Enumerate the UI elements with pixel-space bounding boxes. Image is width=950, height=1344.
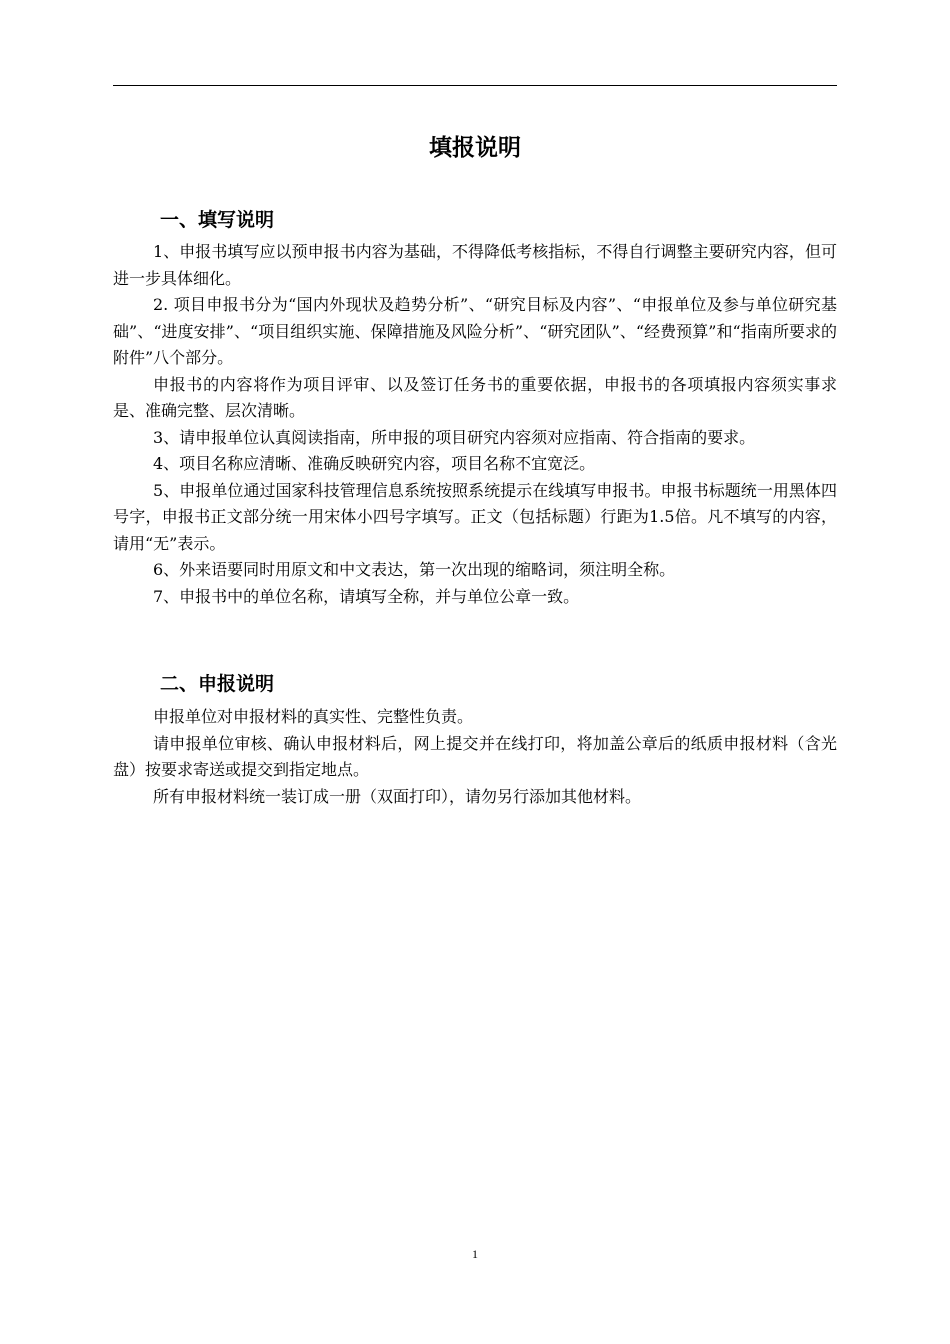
paragraph: 6、外来语要同时用原文和中文表达，第一次出现的缩略词，须注明全称。: [153, 560, 676, 579]
paragraph: 所有申报材料统一装订成一册（双面打印），请勿另行添加其他材料。: [153, 786, 642, 806]
page-number: 1: [472, 1247, 478, 1261]
paragraph: 申报单位对申报材料的真实性、完整性负责。: [153, 707, 474, 726]
paragraph: 请申报单位审核、确认申报材料后，网上提交并在线打印，将加盖公章后的纸质申报材料（含光盘）按要求寄送或提交到指定地点。: [113, 733, 837, 779]
paragraph: 7、申报书中的单位名称，请填写全称，并与单位公章一致。: [153, 586, 580, 606]
header-rule: [113, 85, 837, 86]
section-heading-fill-instructions: 一、填写说明: [160, 209, 275, 231]
paragraph: 2. 项目申报书分为“国内外现状及趋势分析”、“研究目标及内容”、“申报单位及参与单位研究基础”、“进度安排”、“项目组织实施、保障措施及风险分析”、“研究团队”、“经费预算”和“指南所要求的附件”八个部分。: [113, 295, 837, 367]
section-heading-submission-instructions: 二、申报说明: [160, 673, 275, 695]
paragraph: 5、申报单位通过国家科技管理信息系统按照系统提示在线填写申报书。申报书标题统一用黑体四号字，申报书正文部分统一用宋体小四号字填写。正文（包括标题）行距为1.5倍。凡不填写的内容，请用“无”表示。: [113, 480, 837, 553]
page-title: 填报说明: [429, 135, 521, 161]
section-body-submission-instructions: [113, 704, 837, 810]
paragraph: 1、申报书填写应以预申报书内容为基础，不得降低考核指标，不得自行调整主要研究内容，但可进一步具体细化。: [113, 242, 837, 288]
section-body-fill-instructions: [113, 239, 837, 610]
paragraph: 3、请申报单位认真阅读指南，所申报的项目研究内容须对应指南、符合指南的要求。: [153, 427, 756, 447]
paragraph: 申报书的内容将作为项目评审、以及签订任务书的重要依据，申报书的各项填报内容须实事求是、准确完整、层次清晰。: [113, 374, 837, 420]
paragraph: 4、项目名称应清晰、准确反映研究内容，项目名称不宜宽泛。: [153, 454, 596, 473]
